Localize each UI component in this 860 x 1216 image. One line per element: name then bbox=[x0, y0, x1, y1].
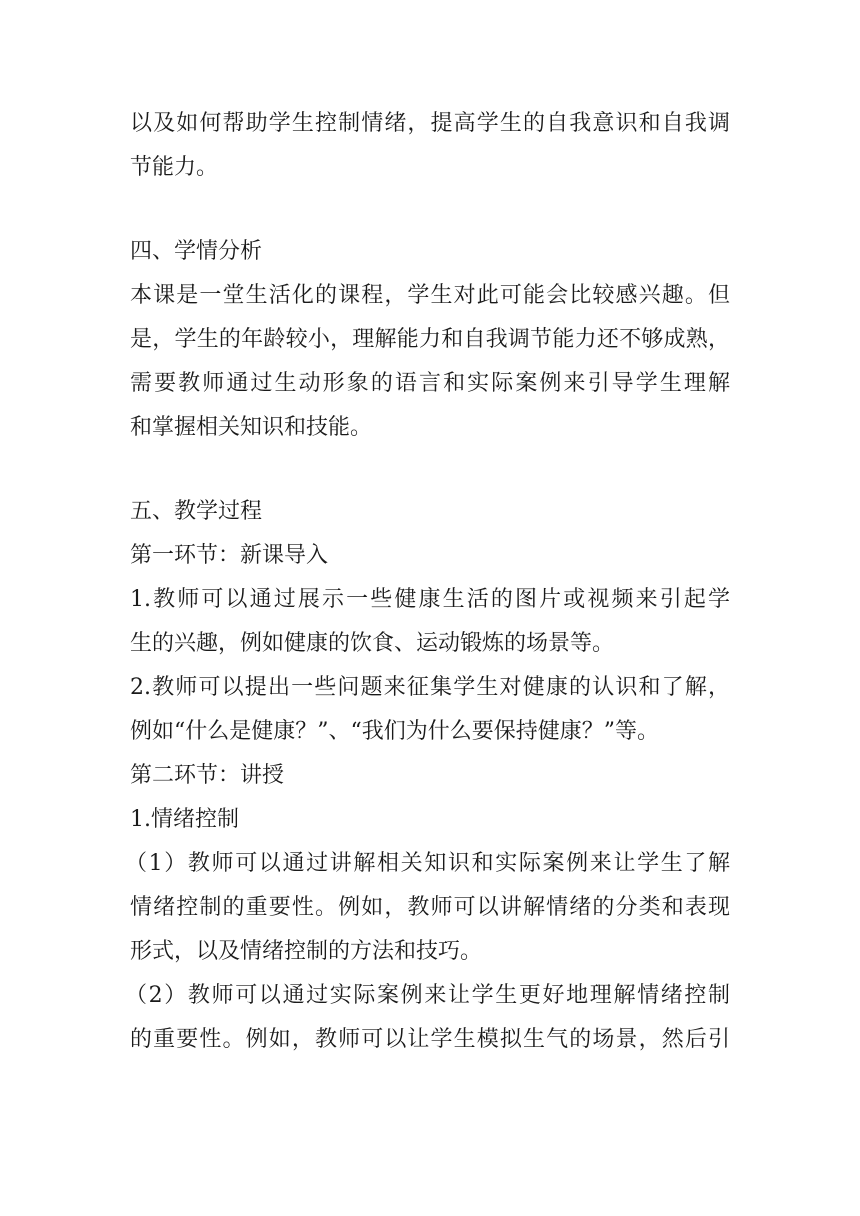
learner-analysis-paragraph bbox=[130, 274, 730, 450]
text-line: （2）教师可以通过实际案例来让学生更好地理解情绪控制 bbox=[125, 983, 730, 1008]
text-line: 形式，以及情绪控制的方法和技巧。 bbox=[130, 939, 483, 964]
text-line: 的重要性。例如，教师可以让学生模拟生气的场景，然后引 bbox=[130, 1027, 730, 1052]
text-line: 是，学生的年龄较小，理解能力和自我调节能力还不够成熟， bbox=[130, 327, 730, 352]
text-line: 生的兴趣，例如健康的饮食、运动锻炼的场景等。 bbox=[130, 631, 615, 656]
text-line: 情绪控制的重要性。例如，教师可以讲解情绪的分类和表现 bbox=[130, 895, 730, 920]
text-line: （1）教师可以通过讲解相关知识和实际案例来让学生了解 bbox=[125, 851, 730, 876]
text-line: 2.教师可以提出一些问题来征集学生对健康的认识和了解， bbox=[130, 675, 730, 700]
section-heading-teaching-process: 五、教学过程 bbox=[130, 499, 263, 524]
document-body bbox=[125, 102, 730, 1062]
intro-paragraph bbox=[130, 102, 730, 190]
text-line: 本课是一堂生活化的课程，学生对此可能会比较感兴趣。但 bbox=[130, 283, 730, 308]
emotion-control-paragraph-2 bbox=[125, 974, 730, 1062]
text-line: 1.教师可以通过展示一些健康生活的图片或视频来引起学 bbox=[130, 587, 730, 612]
text-line: 需要教师通过生动形象的语言和实际案例来引导学生理解 bbox=[130, 371, 730, 396]
text-line: 例如“什么是健康？”、“我们为什么要保持健康？”等。 bbox=[130, 719, 659, 744]
step1-item-2 bbox=[130, 666, 730, 754]
step-title-introduction: 第一环节：新课导入 bbox=[130, 543, 329, 568]
step-title-teaching: 第二环节：讲授 bbox=[130, 763, 285, 788]
emotion-control-paragraph-1 bbox=[125, 842, 730, 974]
section-heading-learner-analysis: 四、学情分析 bbox=[130, 239, 263, 264]
text-line: 和掌握相关知识和技能。 bbox=[130, 415, 373, 440]
text-line: 以及如何帮助学生控制情绪，提高学生的自我意识和自我调 bbox=[130, 111, 730, 136]
text-line: 节能力。 bbox=[130, 155, 219, 180]
subsection-title-emotion-control: 1.情绪控制 bbox=[130, 807, 239, 832]
step1-item-1 bbox=[130, 578, 730, 666]
